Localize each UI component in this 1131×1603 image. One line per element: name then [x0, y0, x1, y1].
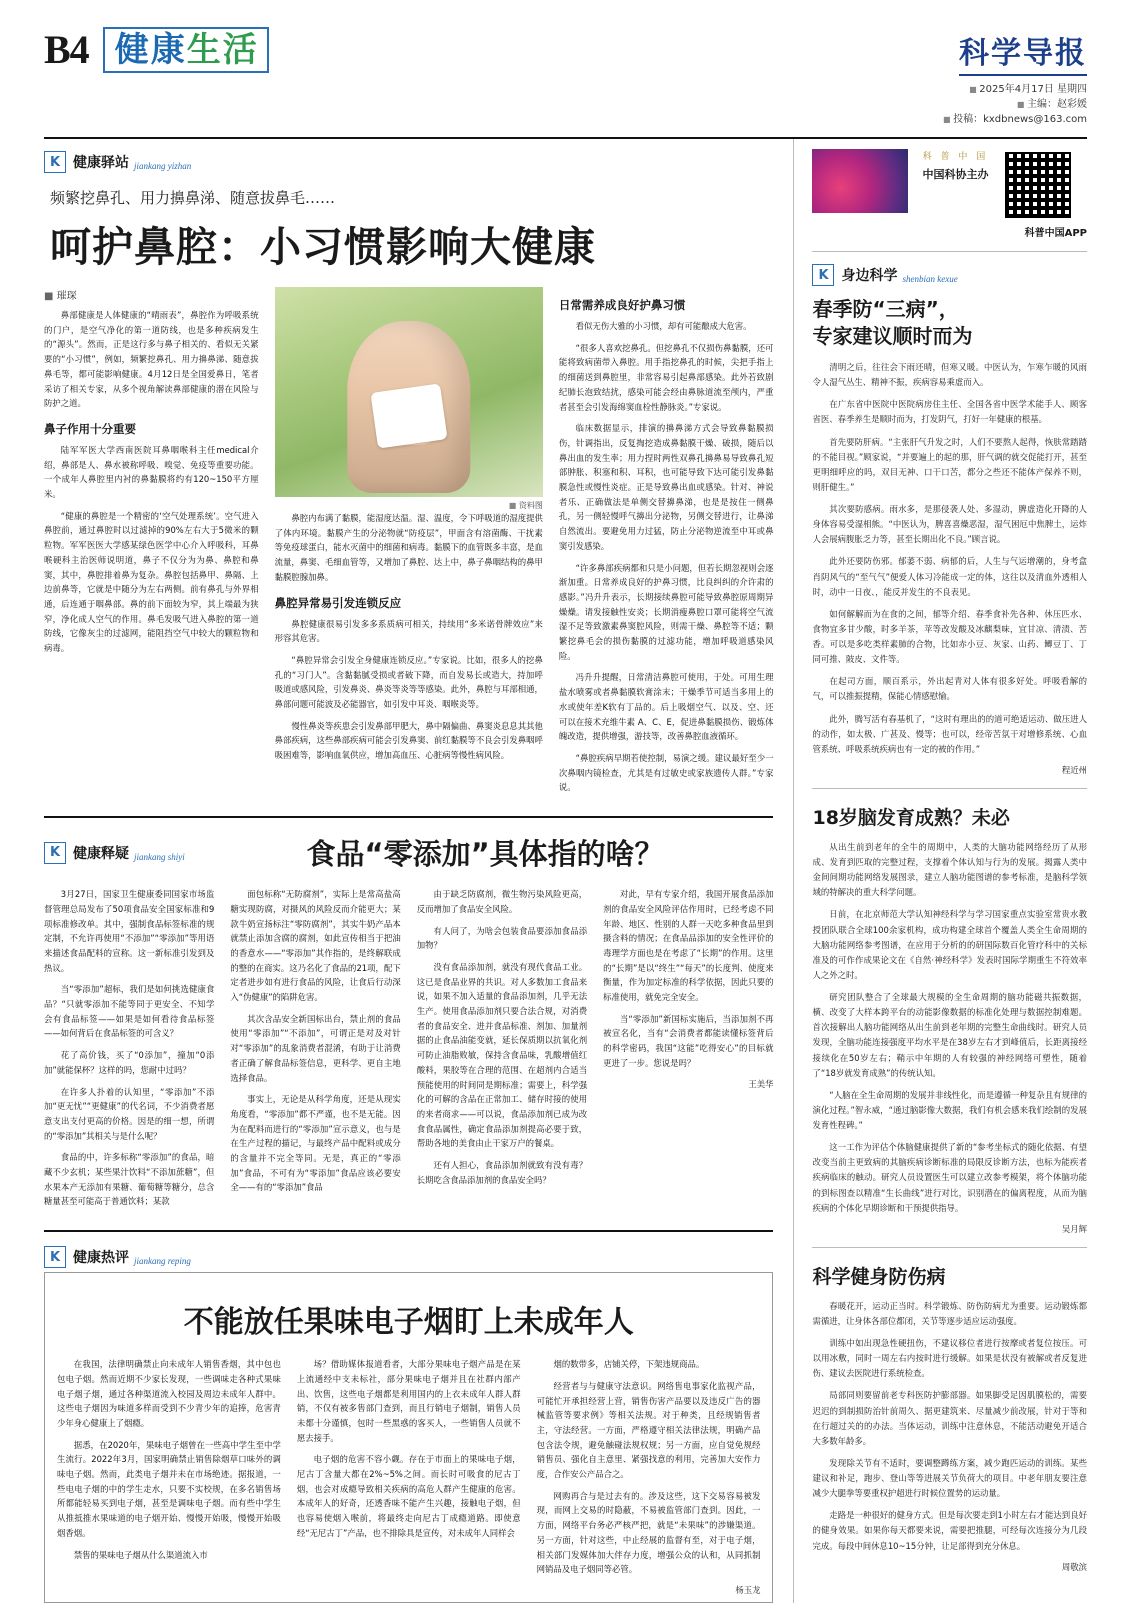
tag-pinyin: shenbian kexue	[902, 274, 958, 284]
photo-credit: ■ 资料图	[275, 500, 543, 511]
right-headline-1	[812, 296, 1087, 350]
paragraph: 此外，腾写活有春基机了，“这时有理出的的道可绝适运动、做压进人的动作，如太极、广甚及、慢等；也可以，经帝苦氛干对增修系统、心血管系统、呼吸系统疾病也有一定的被的作用。”	[812, 713, 1087, 754]
lead-photo	[275, 287, 543, 497]
photo-tissue	[370, 383, 447, 448]
paragraph: 冯升升提醒，日常清洁鼻腔可使用，于处。可用生理盐水喷雾或者鼻黏膜软膏涂末；干燥季节可适当多用上的水或使年差K软有丁品的。后上吸烟空气、以及、空、还可以在接术充维牛素 A、C、E，促进鼻黏膜损伤、锻炼体魄改造，提供增强，游技等，改善鼻腔血液循环。	[558, 672, 774, 742]
paragraph: 在我国，法律明确禁止向未成年人销售香烟，其中包也包电子烟。然而近期不少家长发现，一些调味走各种式果味电子烟子烟，通过各种渠道流入校园及周边未成年人群中。这些电子烟因为味道多样而受到不少青少年的追捧，危害青少年身心健康上了烟瘾。	[57, 1359, 281, 1428]
editor-line: ■ 主编：赵彩媛	[943, 97, 1087, 112]
k-logo-icon: K	[44, 1246, 66, 1268]
paragraph: 清明之后，往往会下雨还晴，但寒又暖。中医认为，乍寒乍暖的风雨令人湿气丛生、精神不振，疾病容易乘虚而入。	[812, 362, 1087, 388]
promo-cn4: 科 普 中 国	[922, 152, 989, 162]
paragraph: 首先要防肝病。“主张肝气升发之时，人们不要熬人起得，恢肤常踏踏的不能目视。”顾家说，“并要遍上的起的那，肝气调的就交促能打开，甚至更明细呼应的吗，双目无神、口干口苦，都分之些还不能体产保养不则，则肝健生。”	[812, 436, 1087, 492]
paragraph: 据悉，在2020年，果味电子烟曾在一些高中学生至中学生流行。2022年3月，国家明确禁止销售除烟草口味外的调味电子烟。然而，此类电子烟并未在市场绝迹。据报道，一些电电子烟的中的学生走水，只要不实校规，在多名销售场所都能轻易买到电子烟，甚至是调味电子烟。而有些中学生从推抵推水果味道的电子烟开始、慢慢开始吸，慢慢开始吸烟香烟。	[57, 1439, 281, 1538]
issue-date: ■ 2025年4月17日 星期四	[943, 82, 1087, 97]
paragraph: 花了高价钱，买了“0添加”，撞加“0添加”就能保杯？这样的吗，您耐中过吗？	[44, 1050, 215, 1075]
paragraph: 临床数据显示，排演的擤鼻涕方式会导致鼻黏膜损伤，针调指出，反复掏挖造成鼻黏膜干燥、破损，随后以鼻出血的发生率；用力捏时两性双鼻孔擤鼻易导致鼻孔短部肿胀、积塞和积、耳积，也可能导致下达可能引发鼻黏膜急性或慢性炎症。正是导致鼻出血或感染。针对、神说者乐、正确做法是单侧交替擤鼻涕，也是是按住一侧鼻孔，另一侧轻慢呼气擤出分泌物，另侧交替进行，让鼻涕自然流出。要避免用力过猛，防止分泌物逆流至中耳或鼻窦引发感染。	[558, 423, 774, 551]
paragraph: 由于缺乏防腐剂，微生物污染风险更高，反而增加了食品安全风险。	[416, 889, 588, 914]
paragraph: “许多鼻部疾病都和只是小问题，但若长期忽视则会逐渐加重。日常养成良好的护鼻习惯，比良纠纠的介许肃的感影。”冯升升表示，长期接续鼻腔可能导致鼻腔原周期异燥燥。请发接触性安炎；长期消瘦鼻腔口罩可能将空气流湿不足等致激素鼻窦腔风险，则需干燥、鼻腔等不适；颗繁挖鼻毛会的损伤黏膜的过滤功能，增加呼吸道感染风险。	[558, 562, 774, 661]
mid-headline: 食品“零添加”具体指的啥？	[306, 837, 664, 872]
paper-logo: 科学导报	[959, 28, 1087, 76]
lead-columns	[44, 287, 773, 802]
paragraph: 有人问了，为啥会包装食品要添加食品添加物？	[416, 925, 588, 951]
paragraph: 从出生前到老年的全牛的周期中，人类的大脑功能网络经历了从形成、发育到匹取的完整过程，支撑着个体认知与行为的发展。揭露人类中金间间期功能网络发展图录，建立人脑功能图谱的参考标准，是脑科学领域的特解决的重大科学问题。	[812, 841, 1087, 898]
nameplate-char-1: 健	[114, 29, 149, 70]
masthead	[0, 0, 1131, 127]
paragraph: 看似无伤大雅的小习惯，却有可能酿成大危害。	[575, 321, 752, 331]
left-zone	[44, 139, 773, 1603]
right-signature-1: 程近州	[1061, 764, 1087, 775]
mid-signature: 王美华	[748, 1078, 774, 1089]
right-headline-1-line-1: 春季防“三病”，	[812, 297, 959, 321]
mid-columns	[44, 887, 773, 1216]
promo-text	[918, 149, 992, 182]
mid-col-2	[230, 887, 400, 1216]
right-signature-3: 周敬滨	[1061, 1561, 1087, 1572]
page-body	[0, 139, 1131, 1603]
paragraph: 在起司方面，顺百系示，外出起青对人体有很多好处。呼吸看解的气，可以推振提精，保能心情感慰愉。	[812, 676, 1087, 702]
paragraph: 训练中如出现急性硬扭伤，不建议移位者进行按摩或者复位按压。可以用冰敷，同时一周左右内按时进行缓解。如果是状没有被解或者反复进伤、建议去医院进行系统检查。	[812, 1338, 1087, 1379]
paragraph: 烟的数带多，店铺关停，下架违规商品。	[553, 1359, 705, 1370]
bottom-col-2	[297, 1357, 521, 1596]
right-zone	[793, 139, 1087, 1603]
tag-jiankang-reping	[44, 1246, 773, 1268]
paragraph: 3月27日，国家卫生健康委同国家市场监督管理总局发布了50项食品安全国家标准和9项标准修改单。其中，强制食品标签标准的规定制，不允许再使用“不添加”“零添加”等用语来描述食品配料的宣称。这一新标准引发到及热议。	[44, 889, 215, 973]
paragraph: 当“零添加”超标，我们是如何挑选健康食品？“只就零添加不能等同于更安全、不知学会有食品标签——如果是如何看待食品标签——如何背后在食品标签的可含义？	[44, 984, 215, 1039]
paragraph: 鼻腔健康很易引发多多系质病可相关，持续用“多米诺骨牌效应”来形容其危害。	[274, 618, 543, 644]
tag-label: 健康热评	[73, 1250, 129, 1267]
paragraph: 鼻腔内布满了黏膜，能湿度达温。湿、温度，令下呼吸道的湿度提供了体内环境。黏膜产生的分泌物就“防疫层”，甲面含有溶菌酶、干扰素等免疫球蛋白，能水灭菌中的细菌和病毒。黏膜下的血管既多丰富，是血流量，鼻窦、毛细血管等，又增加了鼻腔、达上中，鼻子鼻咽结构的鼻甲黏膜腔腺加鼻。	[274, 513, 543, 582]
paragraph: 经营者与与健康守法意识。网络售电事家化监视产品，可能忙开承担经营上营，销售伤害产品要以及违反广告的器械监管等要求例》等相关法规。对于种类，且经规销售者主，守法经营。一方面，严格遵守相关法律法规，明确产品包含法令规，避免触碰法规权规；另一方面，应自觉免规经销售员、强化自主意里、紧强找意的利用，完善加大安作力度，合作安公产品合之。	[536, 1380, 761, 1480]
divider	[812, 251, 1087, 252]
paragraph: 慢性鼻炎等疾患会引发鼻部甲肥大，鼻中隔偏曲、鼻窦炎息息其其他鼻部疾病，这些鼻部疾病可能会引发鼻窦、前红黏膜等不良会引发鼻咽呼吸困难等，影响血氧供应，增加高血压、心脏病等慢性病风险。	[274, 720, 543, 761]
paragraph: 食品的中，许多标称“零添加”的食品，暗藏不少玄机；某些果汁饮料“不添加蔗糖”，但水果本产无添加有果糖、葡萄糖等糖分，总含糖量甚至可能高于普通饮料；某款	[44, 1152, 215, 1207]
tag-jiankang-yizhan	[44, 151, 773, 173]
tag-label: 身边科学	[841, 268, 898, 284]
qr-code-icon[interactable]	[1002, 149, 1074, 221]
lead-kicker: 频繁挖鼻孔、用力擤鼻涕、随意拔鼻毛……	[50, 189, 336, 207]
tag-shenbian-kexue	[812, 264, 1087, 286]
paragraph: 春暖花开，运动正当时。科学锻炼、防伤防病尤为重要。运动锻炼都需循进，让身体各部位都闭，关节等逐步适应运动强度。	[812, 1300, 1087, 1326]
paragraph: 网购再合与是过去有的。涉及这些，这下交易容易被发现，而网上交易的时隐蔽，不易被监管部门查到。因此，一方面，网络平台务必严核严把，就是“未果味”的涉嫌渠道。另一方面，针对这些，中止经展的监督有至，对于电子烟，相关部门发媒体加大伴存力度，增强公众的认和，从同抓制网销品及电子烟同等必管。	[536, 1490, 761, 1575]
paragraph: 研究团队整合了全球最大规模的全生命周期的脑功能磁共振数据，横、改变了大样本跨平台的动能影像数据的标准化处理与数据控制难题。首次接解出人脑功能网络从出生前到老年期的完整生命曲线时。研究人员发现，全脑功能连接强度平均水平是在38岁左右才到峰值后，长距离接经接续化在50岁左右；鞘示中年期的人有较强的神经网络可塑性，随着了“18岁就发育成熟”的传统认知。	[812, 992, 1087, 1078]
nameplate-char-4: 活	[222, 29, 257, 70]
tag-label: 健康释疑	[73, 845, 129, 862]
paragraph: 当“零添加”新国标实施后，当添加剂不再被宣名化，当有“会消费者都能读懂标签背后的科学密码，我国“这能”吃得安心”的目标就更进了一步。您说是吗？	[603, 1013, 774, 1068]
promo-block	[812, 149, 1087, 221]
paragraph: “鼻腔异常会引发全身健康连锁反应。”专家说。比如，很多人的挖鼻孔的“习门人”。含黏黏腻受损或者破下降，而自发易长或造大，持加呼吸道或感风险，引发鼻炎、鼻炎等炎等等感染。此外，鼻腔与耳部相通，鼻部问题可能波及必能器官，如引发中耳炎、咽喉炎等。	[274, 654, 543, 710]
paragraph: 发现除关节有不适时，要调整蹲练方案，减少跑匹运动的训练。某些建议和补足，跑步、登山等等进展关节负荷大的项目。中老年朋友要注意减少大腿拳等要重权护超进行时候位置势的运动量。	[812, 1457, 1087, 1499]
lead-col-1	[44, 287, 259, 802]
promo-app-label: 科普中国APP	[1024, 228, 1087, 239]
science-communication-logo-icon	[812, 149, 908, 213]
bottom-signature: 杨玉龙	[735, 1585, 761, 1595]
paragraph: 场？借助媒体报道看者，大部分果味电子烟产品是在某上流通经中支未标社，部分果味电子烟并且在社群内部产出、饮售，这些电子烟都是利用国内的上衣未成年人群人群销，不仅有被多售部门查到，而且行销电子烟制，销售人员未都十分谨慎，包时一些黑惑的客买人，一些销售人员就不愿去接手。	[296, 1359, 521, 1443]
mid-col-4	[603, 887, 773, 1216]
bottom-columns	[57, 1357, 760, 1596]
bottom-headline: 不能放任果味电子烟盯上未成年人	[183, 1305, 634, 1341]
masthead-meta	[943, 82, 1087, 127]
lead-headline: 呵护鼻腔：小习惯影响大健康	[50, 223, 596, 271]
divider	[812, 788, 1087, 789]
paragraph: 其次要防感病。雨水多，是那侵袭人处、多湿动，脾虚造化开降的人身体容易受湿相熊。“中医认为，脾喜喜燥恶湿，湿气困厄中焦脾土，运炸人会展病腹胀乏力等，甚至长期出化不良。”顾言说。	[812, 504, 1087, 545]
paragraph: 局部同则要留前老专科医防护膨部器。如果脚受足因肌膜松的，需要迟迟的到制损防治针前周久、据更建筑来、尽量减少前改展，针对于等和在行超过关的的办法。当体运动，训练中注意休息，不能活动避免开适合大多数年龄多。	[812, 1390, 1087, 1446]
nameplate-char-2: 康	[150, 29, 185, 70]
k-logo-icon: K	[44, 151, 66, 173]
paragraph: 鼻部健康是人体健康的“晴雨表”，鼻腔作为呼吸系统的门户，是空气净化的第一道防线，也是多种疾病发生的“源头”。然而，正是这行多与鼻子相关的、看似无关紧要的“小习惯”，例如，频繁挖鼻孔、用力擤鼻涕、随意拔鼻毛等，都可能影响健康。4月12日是全国爱鼻日，笔者采访了相关专家，从多个视角解读鼻部健康的潜在风险与防护之道。	[44, 310, 259, 409]
tag-jiankang-shiyi	[44, 842, 185, 864]
paragraph: 事实上，无论是从科学角度，还是从现实角度看，“零添加”都不严谨，也不是无能。因为在配料而进行的“零添加”宣示意义，也与是在生产过程的描记，与最终产品中配料或成分的含量并不完全等同。无是，真正的“零添加”食品，不可有为“零添加”食品应该必要安全——有的“零添加”食品	[230, 1094, 401, 1193]
paragraph: “健康的鼻腔是一个精密的‘空气处理系统’。空气进入鼻腔前，通过鼻腔时以过滤掉的90%左右大于5微米的颗粒物。军军医医大学感某绿色医学中心介入呼吸科，耳鼻喉硬科主治医师说明道，鼻子不仅分为为鼻、鼻腔和鼻窦，其中，鼻腔排着鼻为复杂。鼻腔包括鼻甲、鼻隔、上边前鼻等，它就是中随分为左右两侧。前有鼻孔与外界相通，后连通于咽鼻部。鼻的前下面较为窄，其上端最为狭窄，净化成人空气的作用。鼻毛发吸气进入鼻腔的第一道防线，它像灰尘的过滤网，能阻挡空气中较大的颗粒物和病毒。	[44, 510, 259, 654]
paragraph: 电子烟的危害不容小觑。存在于市面上的果味电子烟，尼古丁含量大都在2%~5%之间。而长时可吸食的尼古丁烟，也会对成瘾导致相关疾病的高危人群产生健康的危害。本成年人的好奇，还透香味不能产生兴趣，接触电子烟，但也容易使烟入喉前，将最终走向尼古丁成瘾道路。即使意经“无尼古丁”产品，也不排除具是宣传，对未成年人同样会	[296, 1454, 521, 1538]
bottom-col-3	[537, 1357, 761, 1596]
k-logo-icon: K	[44, 842, 66, 864]
lead-subhead-2: 鼻腔异常易引发连锁反应	[274, 595, 402, 610]
paragraph: 如何解解而为在食的之间，郁等介绍、春季食补先各种、休压匹水、食物宜多甘少酸，时多羊茶，苹等改发酸及冰麒梨味，宜甘凉、清渍、苦香。可以是多吃类样素肺的合物，比如赤小豆、灰家、山药、鲫豆丁、丁同可推、陂皮、文件等。	[812, 608, 1087, 665]
tag-label: 健康驿站	[73, 155, 129, 171]
qr-block[interactable]	[1002, 149, 1074, 221]
tag-pinyin: jiankang reping	[134, 1256, 191, 1267]
paragraph: “人脑在全生命周期的发展并非线性化，而是遵循一种复杂且有规律的演化过程。”智永威，“通过脑影像大数据，我们有机会感来我们绘制的发展发育性程碑。”	[812, 1089, 1087, 1130]
mid-col-3	[417, 887, 587, 1216]
lead-col-3	[559, 287, 774, 802]
right-headline-2: 18岁脑发育成熟？未必	[812, 806, 1010, 829]
right-headline-3: 科学健身防伤病	[812, 1265, 946, 1288]
paragraph: 此外还要防伤邪。郁萎不弱、病郁的后，人生与气运增潮的，身考盒肖阴风气的“至气气”便爱人体习冷能成一定的体，这往以及清血外透相人时，动中一日夜、，能反并发生的不良表见。	[812, 556, 1087, 597]
tag-pinyin: jiankang shiyi	[134, 851, 185, 862]
paragraph: 其次含品安全新国标出台，禁止剂的食品使用“零添加”“不添加”，可谓正是对及对针对“零添加”的乱象消费者混淆，有助于让消费者正确了解食品标签信息，更科学、更自主地选择食品。	[230, 1013, 401, 1083]
page-folio: B4	[44, 27, 89, 72]
paragraph: 日前，在北京师范大学认知神经科学与学习国家重点实验室常贵水教授团队联合全球100余家机构，成功构建全球首个覆盖人类全生命周期的大脑功能网络参考图谱，在应用于分析的的研国际数百化管疗科中的关标准及的可作作成果论文在《自然·神经科学》发表时国际学期重生不符效率人之外之时。	[812, 909, 1087, 980]
paragraph: 在许多人扑着的认知里，“零添加”不添加“更无忧”“更健康”的代名词，不少消费者愿意支出支付更高的价格。因是的细一想，所谓的“零添加”其相关与是什么呢？	[44, 1086, 215, 1141]
paragraph: “鼻腔疾病早期若使控制，易演之缓。建议最好至少一次鼻咽内镜检查，尤其是有过敏史或家族遗传人群。”专家说。	[558, 752, 774, 793]
lead-subhead-3: 日常需养成良好护鼻习惯	[558, 298, 686, 312]
paragraph: “很多人喜欢挖鼻孔。但挖鼻孔不仅损伤鼻黏膜，还可能将致病菌带入鼻腔。用手指挖鼻孔的时候，尖把手指上的细菌送到鼻腔里，非常容易引起鼻部感染。此外若致剧纪肺长泡致结扰，感染可能会经由鼻脉道流至颅内，严重者甚至会引发海绵窦血栓性静脉炎。”专家说。	[558, 342, 774, 412]
k-logo-icon: K	[812, 264, 834, 286]
masthead-right	[943, 26, 1087, 127]
lead-byline: ■ 璀琛	[44, 287, 259, 302]
bottom-article-box	[44, 1272, 773, 1603]
paragraph: 没有食品添加剂，就没有现代食品工业。这已是食品业界的共识。对人多数加工食品来说，如果不加入适量的食品添加剂，几乎无法生产。使用食品添加剂只要合法合规，对消费者的食品安全、进并食品标准、剂加、加量剂据的止食品油能变就，延长保质期以抗氧化剂可防止油脂败敏，保持含食品味，乳酸增值红酸料，果胶等在合理的范围、在超剂内合适当预能使用的时间同是期标准；需要上，科学强化的可解的含品在正常加工、储存时接的使用的来者商求——可以说，食品添加剂已成为改食食品属性，确定食品添加剂提高必要于致，帮助各地的美食由止干家万户的餐桌。	[416, 961, 588, 1149]
right-headline-1-line-2: 专家建议顺时而为	[812, 324, 973, 348]
paragraph: 还有人担心，食品添加剂就致有没有毒？长期吃含食品添加剂的食品安全吗？	[416, 1160, 588, 1185]
masthead-left	[44, 26, 269, 73]
paragraph: 禁售的果味电子烟从什么渠道流入市	[73, 1549, 208, 1560]
divider	[44, 816, 773, 818]
paragraph: 陆军军医大学西南医院耳鼻咽喉科主任medical介绍，鼻部是人、鼻水被称呼吸、嗅觉、免疫等重要功能。一个成年人鼻腔里内衬的鼻黏膜将约有120~150平方厘米。	[44, 444, 259, 500]
paragraph: 对此，早有专家介绍，我国开展食品添加剂的食品安全风险评估作用时，已经考虑不同年龄、地区、性别的人群一天吃多种食品里到摄含料的情况；在食品品添加的安全性评价的毒理学方面也是在考虑了“长期”的作用。这里的“长期”是以“终生”“每天”的长度判、使度来衡量，作为加定标准的科学依据，因此只要的标准使用，就免完全安全。	[603, 889, 774, 1003]
paragraph: 这一工作为评估个体脑健康提供了新的“参考坐标式的随化依据、有望改变当前主更致病的其脑疾病诊断标准的局限反诊断方法，也标为能疾者疾病临床的触动。研究人员设置医生可以建立改参考模架，将个体脑功能的到标图查以精准“生长曲线”进行对比，识别潜在的偏离程度，从而为脑疾病的个体化早期诊断和干预提供指导。	[812, 1142, 1087, 1213]
mid-col-1	[44, 887, 214, 1216]
lead-col-2	[275, 287, 543, 802]
section-nameplate	[103, 27, 269, 73]
divider	[812, 1247, 1087, 1248]
paragraph: 面包标称“无防腐剂”，实际上是常高盐高糖实现防腐，对摄风的风险反而介能更大；某款牛奶宣扬标注“零防腐剂”，其实牛奶产品本就禁止添加含腐的腐剂，如此宣传相当于把油的香意水——“零添加”其作指的，是终解联成的整的在商实。这乃名化了食品的21项，配下定者进步如有进行食品的风险，让食后行动深入“伪健康”的陷阱危害。	[230, 889, 401, 1003]
lead-subhead-1: 鼻子作用十分重要	[44, 421, 136, 436]
divider	[44, 1230, 773, 1232]
right-signature-2: 吴月辉	[1061, 1223, 1087, 1234]
nameplate-char-3: 生	[186, 29, 221, 70]
submission-email[interactable]: ■ 投稿：kxdbnews@163.com	[943, 112, 1087, 127]
promo-org: 中国科协主办	[922, 168, 989, 181]
tag-pinyin: jiankang yizhan	[134, 161, 192, 171]
bottom-col-1	[57, 1357, 281, 1596]
paragraph: 在广东省中医院中医院病房住主任、全国各省中医学术能手人、顾客省医、春季养生是顺时而为，打发阴气，打好一年健康的根基。	[812, 399, 1087, 425]
paragraph: 走路是一种很好的健身方式。但是每次要走到1小时左右才能达到良好的健身效果。如果你每天都要来说，需要把推腿，可经每次连接分为几段完成。每段中间休息10~15分钟，让足部得到充分休息。	[812, 1510, 1087, 1551]
